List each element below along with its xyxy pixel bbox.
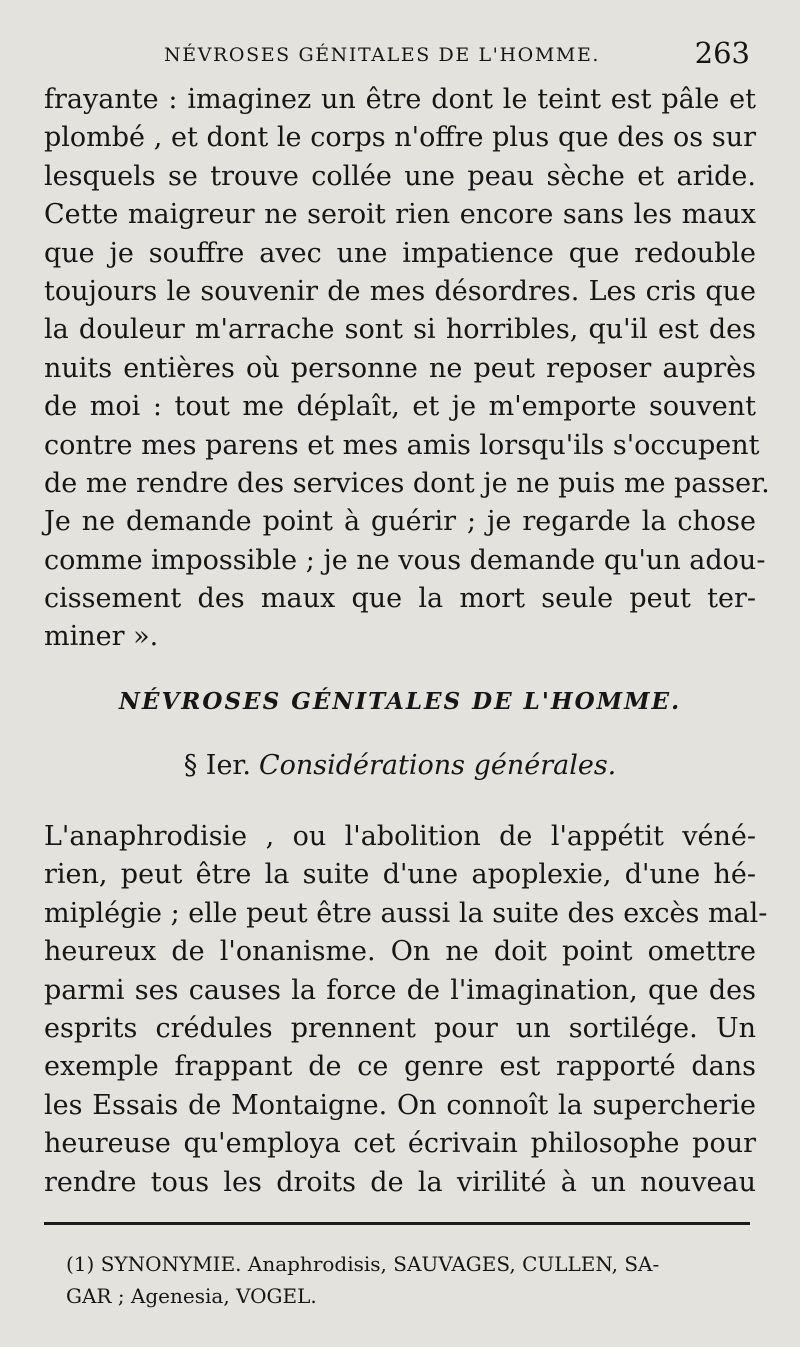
- text-line: Je ne demande point à guérir ; je regarde la chose: [44, 506, 756, 538]
- text-line: comme impossible ; je ne vous demande qu'un adou-: [44, 544, 766, 576]
- text-line: rien, peut être la suite d'une apoplexie, d'une hé-: [44, 859, 756, 891]
- text-line: les Essais de Montaigne. On connoît la supercherie: [44, 1089, 756, 1121]
- page-header: [44, 38, 756, 82]
- text-line: toujours le souvenir de mes désordres. Les cris que: [44, 275, 756, 307]
- section-title: NÉVROSES GÉNITALES DE L'HOMME.: [118, 688, 682, 715]
- text-line: la douleur m'arrache sont si horribles, qu'il est des: [44, 314, 756, 346]
- running-head: NÉVROSES GÉNITALES DE L'HOMME.: [164, 44, 601, 66]
- text-line: L'anaphrodisie , ou l'abolition de l'appétit véné-: [44, 821, 756, 852]
- text-line: cissement des maux que la mort seule peut ter-: [44, 583, 756, 615]
- page-number: 263: [694, 36, 750, 70]
- text-line: de me rendre des services dont je ne puis me passer.: [44, 467, 770, 499]
- text-line: miplégie ; elle peut être aussi la suite des excès mal-: [44, 897, 768, 929]
- footnote: [66, 1248, 760, 1312]
- text-line: exemple frappant de ce genre est rapporté dans: [44, 1051, 756, 1083]
- subsection-title: Considérations générales.: [258, 750, 617, 781]
- subsection-label: § Ier.: [183, 750, 251, 781]
- footnote-divider: [44, 1222, 750, 1225]
- text-line: heureuse qu'employa cet écrivain philosophe pour: [44, 1128, 756, 1160]
- text-line: miner ».: [44, 621, 159, 653]
- footnote-line: (1) SYNONYMIE. Anaphrodisis, SAUVAGES, CULLEN, SA-: [66, 1252, 660, 1276]
- subsection-heading: [44, 750, 756, 781]
- text-line: de moi : tout me déplaît, et je m'emporte souvent: [44, 391, 756, 423]
- text-line: plombé , et dont le corps n'offre plus que des os sur: [44, 122, 756, 154]
- text-line: parmi ses causes la force de l'imagination, que des: [44, 974, 756, 1006]
- text-line: lesquels se trouve collée une peau sèche et aride.: [44, 160, 756, 192]
- footnote-line: GAR ; Agenesia, VOGEL.: [66, 1284, 317, 1308]
- text-line: rendre tous les droits de la virilité à un nouveau: [44, 1166, 756, 1198]
- text-line: frayante : imaginez un être dont le teint est pâle et: [44, 84, 756, 115]
- text-line: Cette maigreur ne seroit rien encore sans les maux: [44, 199, 756, 231]
- text-line: que je souffre avec une impatience que redouble: [44, 237, 756, 269]
- text-line: esprits crédules prennent pour un sortilége. Un: [44, 1012, 756, 1044]
- paragraph-1: [44, 81, 770, 657]
- paragraph-2: [44, 818, 768, 1202]
- text-line: heureux de l'onanisme. On ne doit point omettre: [44, 936, 756, 968]
- text-line: contre mes parens et mes amis lorsqu'ils s'occupent: [44, 429, 760, 461]
- text-line: nuits entières où personne ne peut reposer auprès: [44, 352, 756, 384]
